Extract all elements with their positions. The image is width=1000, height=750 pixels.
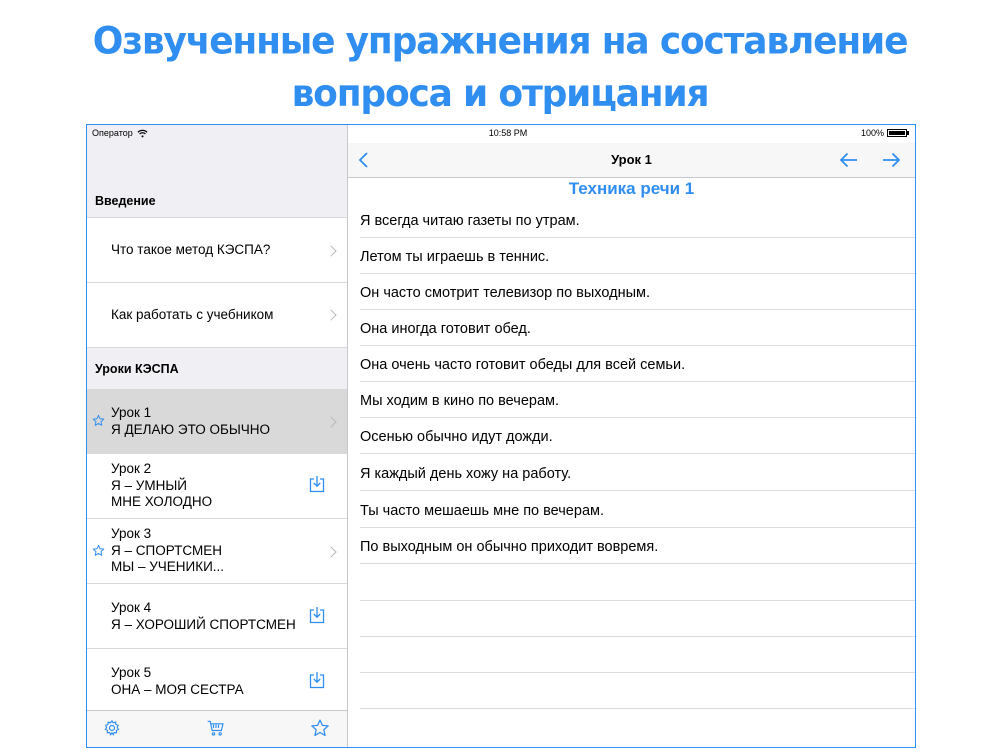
lesson-number: Урок 3: [111, 526, 152, 541]
lesson-label: [111, 405, 270, 438]
empty-row: [360, 637, 915, 673]
favorites-star-icon[interactable]: [310, 718, 330, 738]
sentence-text: Она очень часто готовит обеды для всей семьи.: [360, 357, 686, 373]
headline-line-1: Озвученные упражнения на составление: [92, 19, 908, 63]
lesson-label: [111, 600, 296, 633]
arrow-left-icon[interactable]: [838, 149, 860, 171]
sentence-text: По выходным он обычно приходит вовремя.: [360, 539, 659, 555]
cart-icon[interactable]: [206, 718, 226, 738]
gear-icon[interactable]: [102, 718, 122, 738]
lesson-item-4[interactable]: [87, 584, 347, 649]
lesson-item-2[interactable]: [87, 454, 347, 519]
download-icon[interactable]: [309, 606, 325, 624]
section-header-lessons: Уроки КЭСПА: [87, 349, 347, 389]
sentence-text: Летом ты играешь в теннис.: [360, 249, 550, 265]
navigation-bar: [348, 143, 915, 178]
headline-line-2: вопроса и отрицания: [291, 72, 709, 116]
sidebar-toolbar: [87, 710, 347, 747]
sentence-row[interactable]: [360, 528, 915, 564]
sentence-text: Она иногда готовит обед.: [360, 321, 531, 337]
sentence-row[interactable]: [360, 346, 915, 382]
chevron-right-icon: [325, 546, 336, 557]
sidebar-item-method[interactable]: [87, 217, 347, 283]
empty-row: [360, 601, 915, 637]
lesson-number: Урок 1: [111, 405, 152, 420]
battery-icon: [887, 129, 907, 137]
sidebar-item-label: Как работать с учебником: [111, 307, 274, 322]
lesson-subtitle: Я – ХОРОШИЙ СПОРТСМЕН: [111, 616, 296, 632]
lesson-subtitle-2: МНЕ ХОЛОДНО: [111, 494, 213, 509]
battery-indicator: [861, 128, 909, 138]
sidebar-item-how-to[interactable]: [87, 283, 347, 348]
exercise-title: Техника речи 1: [568, 179, 695, 198]
status-bar-left: [92, 128, 148, 138]
sentence-text: Я каждый день хожу на работу.: [360, 466, 572, 482]
wifi-icon: [137, 129, 148, 138]
sentence-row[interactable]: [360, 418, 915, 454]
clock-label: 10:58 PM: [488, 128, 528, 138]
sentence-text: Осенью обычно идут дожди.: [360, 429, 553, 445]
lesson-item-3[interactable]: [87, 519, 347, 584]
sentence-row[interactable]: [360, 492, 915, 528]
back-chevron-icon[interactable]: [353, 149, 375, 171]
sentence-row[interactable]: [360, 238, 915, 274]
sentence-row[interactable]: [360, 310, 915, 346]
lesson-item-1[interactable]: [87, 389, 347, 454]
detail-pane: [348, 125, 915, 747]
sidebar-item-label: Что такое метод КЭСПА?: [111, 242, 271, 257]
nav-title: Урок 1: [611, 152, 652, 167]
favorite-star-icon[interactable]: [92, 414, 105, 427]
lesson-label: [111, 526, 224, 576]
chevron-right-icon: [325, 416, 336, 427]
lesson-number: Урок 5: [111, 665, 152, 680]
sidebar: [87, 125, 348, 747]
carrier-label: Оператор: [92, 128, 133, 138]
empty-row: [360, 565, 915, 601]
sentence-text: Я всегда читаю газеты по утрам.: [360, 213, 580, 229]
lesson-subtitle: Я – СПОРТСМЕН: [111, 542, 222, 558]
sentence-row[interactable]: [360, 274, 915, 310]
lesson-subtitle: Я – УМНЫЙ: [111, 477, 187, 493]
download-icon[interactable]: [309, 475, 325, 493]
battery-percent: 100%: [860, 128, 884, 138]
sentence-row[interactable]: [360, 202, 915, 238]
lesson-label: [111, 665, 244, 698]
lesson-subtitle-2: МЫ – УЧЕНИКИ...: [111, 559, 225, 574]
chevron-right-icon: [325, 309, 336, 320]
section-header-intro: Введение: [87, 185, 347, 217]
sentence-row[interactable]: [360, 455, 915, 491]
lesson-label: [111, 461, 212, 511]
sentence-text: Ты часто мешаешь мне по вечерам.: [360, 503, 605, 519]
lesson-item-5[interactable]: [87, 649, 347, 711]
chevron-right-icon: [325, 245, 336, 256]
lesson-number: Урок 2: [111, 461, 152, 476]
promo-headline: [0, 16, 1000, 121]
favorite-star-icon[interactable]: [92, 544, 105, 557]
arrow-right-icon[interactable]: [880, 149, 902, 171]
download-icon[interactable]: [309, 671, 325, 689]
lesson-number: Урок 4: [111, 600, 152, 615]
sentence-text: Мы ходим в кино по вечерам.: [360, 393, 560, 409]
sentence-text: Он часто смотрит телевизор по выходным.: [360, 285, 651, 301]
sentence-row[interactable]: [360, 382, 915, 418]
empty-row: [360, 673, 915, 709]
lesson-subtitle: Я ДЕЛАЮ ЭТО ОБЫЧНО: [111, 421, 271, 437]
ipad-screen: [86, 124, 916, 748]
lesson-subtitle: ОНА – МОЯ СЕСТРА: [111, 681, 244, 697]
